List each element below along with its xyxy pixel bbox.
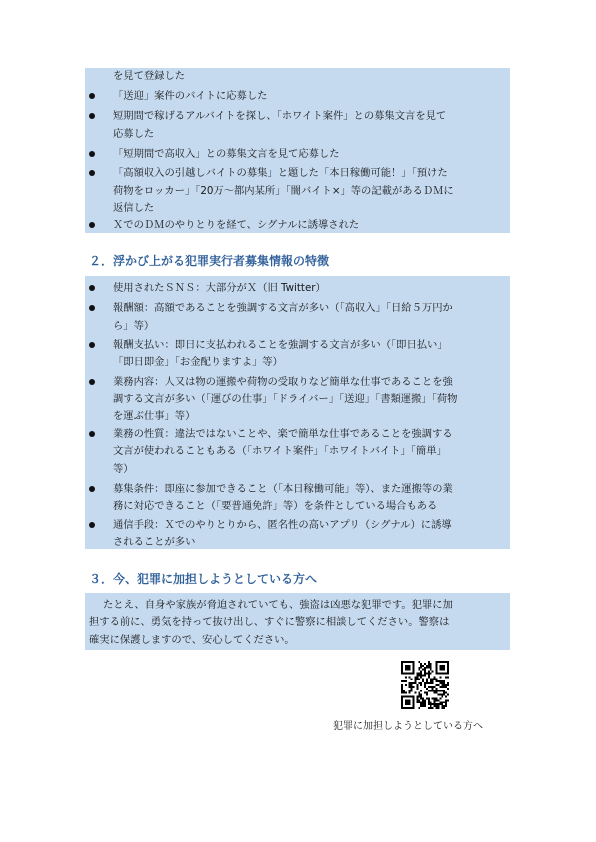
section2-line: 文言が使われることもある（「ホワイト案件」「ホワイトバイト」「簡単」 bbox=[113, 445, 447, 457]
section2-heading: ２．浮かび上がる犯罪実行者募集情報の特徴 bbox=[89, 254, 330, 268]
section1-line: 「送迎」案件のバイトに応募した bbox=[113, 90, 268, 102]
bullet-icon bbox=[89, 93, 95, 99]
section3-heading: ３．今、犯罪に加担しようとしている方へ bbox=[89, 572, 318, 586]
section2-line: されることが多い bbox=[113, 536, 196, 548]
section2-line: 「即日即金」「お金配りますよ」等） bbox=[113, 356, 283, 368]
bullet-icon bbox=[89, 285, 95, 291]
qr-code-icon[interactable] bbox=[401, 661, 449, 709]
bullet-icon bbox=[89, 305, 95, 311]
bullet-icon bbox=[89, 170, 95, 176]
bullet-icon bbox=[89, 342, 95, 348]
section2-line: 務に対応できること（「要普通免許」等）を条件としている場合もある bbox=[113, 500, 438, 512]
section2-line: 通信手段：Ｘでのやりとりから、匿名性の高いアプリ（シグナル）に誘導 bbox=[113, 519, 452, 531]
bullet-icon bbox=[89, 522, 95, 528]
bullet-icon bbox=[89, 486, 95, 492]
section3-line: 担する前に、勇気を持って抜け出し、すぐに警察に相談してください。警察は bbox=[89, 616, 450, 628]
section2-line: 業務の性質：違法ではないことや、楽で簡単な仕事であることを強調する bbox=[113, 428, 453, 440]
section2-line: 業務内容：人又は物の運搬や荷物の受取りなど簡単な仕事であることを強 bbox=[113, 376, 453, 388]
section1-line: 荷物をロッカー」「20万～都内某所」「闇バイト×」等の記載があるＤＭに bbox=[113, 185, 454, 197]
section2-line: 報酬額：高額であることを強調する文言が多い（「高収入」「日給５万円か bbox=[113, 302, 453, 314]
qr-caption: 犯罪に加担しようとしている方へ bbox=[333, 721, 483, 732]
section1-line: を見て登録した bbox=[113, 70, 186, 82]
bullet-icon bbox=[89, 113, 95, 119]
bullet-icon bbox=[89, 431, 95, 437]
section3-line: 確実に保護しますので、安心してください。 bbox=[89, 634, 295, 646]
section1-line: 短期間で稼げるアルバイトを探し、「ホワイト案件」との募集文言を見て bbox=[113, 110, 447, 122]
section2-line: 募集条件：即座に参加できること（「本日稼働可能」等）、また運搬等の業 bbox=[113, 483, 453, 495]
section2-line: 使用されたＳＮＳ：大部分がＸ（旧 Twitter） bbox=[113, 282, 326, 294]
section2-line: ら」等） bbox=[113, 320, 155, 332]
section1-line: 返信した bbox=[113, 202, 155, 214]
section1-line: 「短期間で高収入」との募集文言を見て応募した bbox=[113, 148, 340, 160]
section2-line: 等） bbox=[113, 463, 134, 475]
section1-line: ＸでのＤＭのやりとりを経て、シグナルに誘導された bbox=[113, 219, 360, 231]
bullet-icon bbox=[89, 379, 95, 385]
section2-line: 調する文言が多い（「運びの仕事」「ドライバー」「送迎」「書類運搬」「荷物 bbox=[113, 393, 458, 405]
section2-line: を運ぶ仕事」等） bbox=[113, 410, 196, 422]
section1-line: 「高額収入の引越しバイトの募集」と題した「本日稼働可能！」「預けた bbox=[113, 167, 448, 179]
section1-line: 応募した bbox=[113, 128, 155, 140]
section2-line: 報酬支払い：即日に支払われることを強調する文言が多い（「即日払い」 bbox=[113, 339, 448, 351]
bullet-icon bbox=[89, 151, 95, 157]
bullet-icon bbox=[89, 222, 95, 228]
section3-line: たとえ、自身や家族が脅迫されていても、強盗は凶悪な犯罪です。犯罪に加 bbox=[103, 599, 453, 611]
